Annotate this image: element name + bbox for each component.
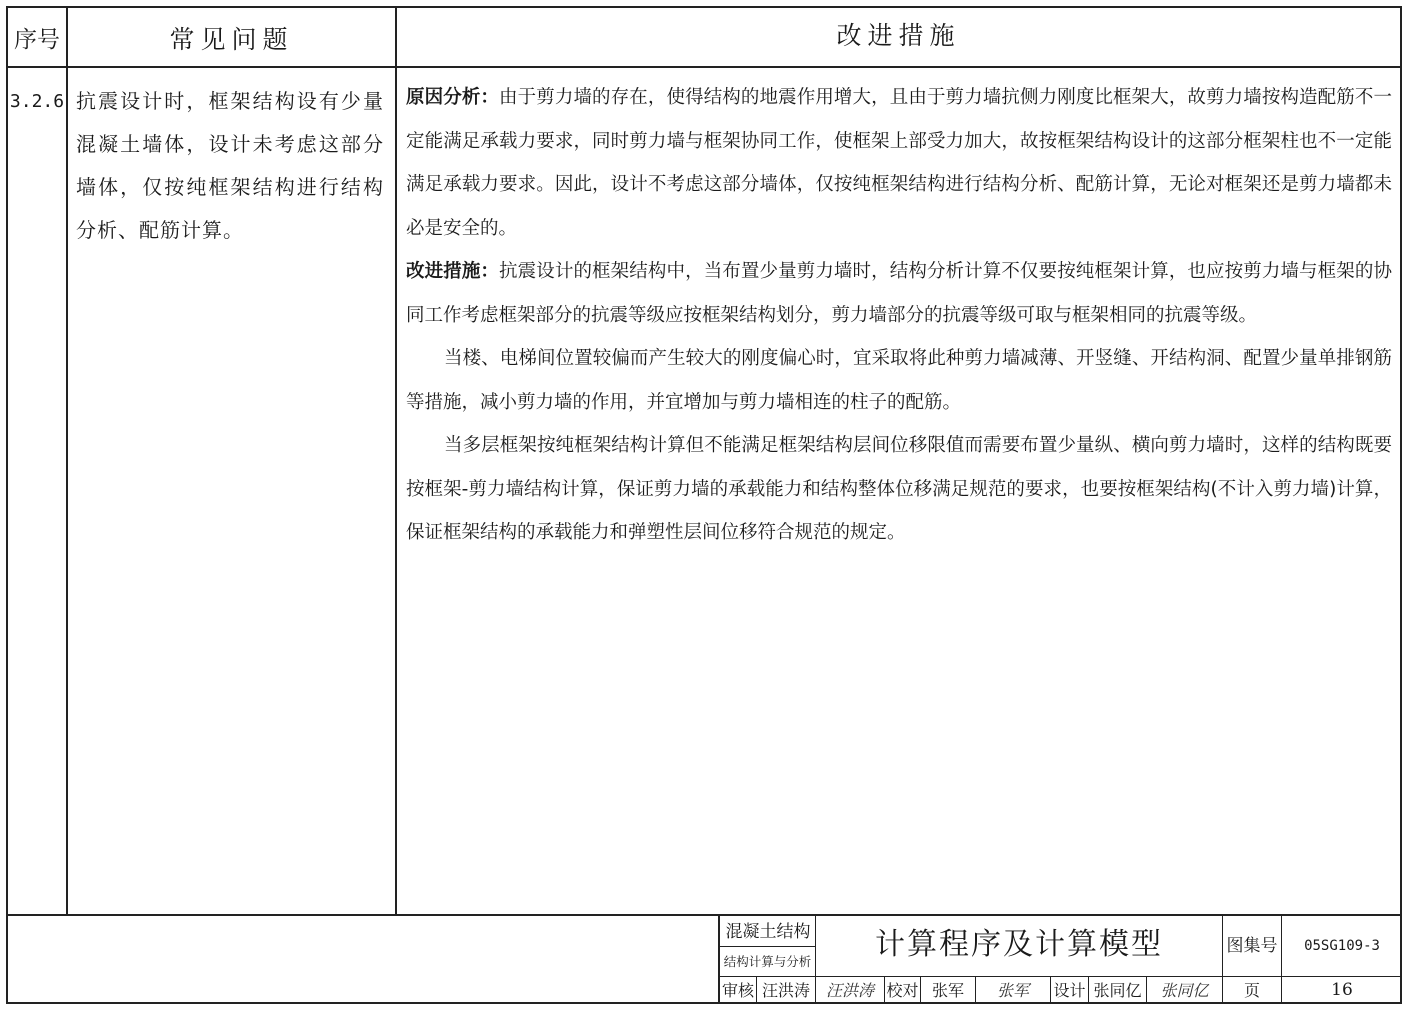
tb-design-label: 设计 [1053, 981, 1086, 1000]
measure-paragraph [406, 250, 1392, 337]
tb-title: 计算程序及计算模型 [875, 927, 1163, 962]
tb-checker: 张军 [931, 981, 964, 1000]
tb-check-label: 校对 [886, 981, 919, 1000]
row-measure-block [406, 76, 1392, 555]
cause-label: 原因分析： [406, 87, 500, 108]
tb-reviewer-signature: 汪洪涛 [825, 981, 874, 1000]
tb-designer: 张同亿 [1093, 981, 1142, 1000]
measure-paragraph-2: 当楼、电梯间位置较偏而产生较大的刚度偏心时，宜采取将此种剪力墙减薄、开竖缝、开结构洞、配置少量单排钢筋等措施，减小剪力墙的作用，并宜增加与剪力墙相连的柱子的配筋。 [406, 348, 1392, 413]
tb-atlas-label: 图集号 [1226, 936, 1278, 956]
measure-paragraph-3: 当多层框架按纯框架结构计算但不能满足框架结构层间位移限值而需要布置少量纵、横向剪力墙时，这样的结构既要按框架-剪力墙结构计算，保证剪力墙的承载能力和结构整体位移满足规范的要求，也要按框架结构(不计入剪力墙)计算，保证框架结构的承载能力和弹塑性层间位移符合规范的规定。 [406, 435, 1392, 543]
header-seq: 序号 [14, 27, 60, 53]
tb-page-number: 16 [1331, 980, 1353, 1000]
cause-text: 由于剪力墙的存在，使得结构的地震作用增大，且由于剪力墙抗侧力刚度比框架大，故剪力墙按构造配筋不一定能满足承载力要求，同时剪力墙与框架协同工作，使框架上部受力加大，故按框架结构设计的这部分框架柱也不一定能满足承载力要求。因此，设计不考虑这部分墙体，仅按纯框架结构进行结构分析、配筋计算，无论对框架还是剪力墙都未必是安全的。 [406, 87, 1392, 239]
tb-atlas-number: 05SG109-3 [1304, 938, 1380, 954]
tb-subcategory: 结构计算与分析 [723, 954, 812, 969]
tb-category: 混凝土结构 [725, 922, 811, 942]
tb-reviewer: 汪洪涛 [761, 981, 810, 1000]
cause-paragraph [406, 76, 1392, 250]
header-divider [6, 66, 1402, 68]
row-issue-text: 抗震设计时，框架结构设有少量混凝土墙体，设计未考虑这部分墙体，仅按纯框架结构进行结构分析、配筋计算。 [76, 89, 384, 242]
tb-checker-signature: 张军 [996, 981, 1029, 1000]
header-issue: 常见问题 [169, 25, 294, 54]
measure-text: 抗震设计的框架结构中，当布置少量剪力墙时，结构分析计算不仅要按纯框架计算，也应按剪力墙与框架的协同工作考虑框架部分的抗震等级应按框架结构划分，剪力墙部分的抗震等级可取与框架相同的抗震等级。 [406, 261, 1392, 326]
tb-designer-signature: 张同亿 [1160, 981, 1209, 1000]
row-seq-number: 3.2.6 [9, 91, 65, 112]
measure-label: 改进措施： [406, 261, 500, 282]
col-divider-2 [395, 6, 397, 916]
tb-review-label: 审核 [721, 981, 754, 1000]
col-divider-1 [66, 6, 68, 916]
header-measure: 改进措施 [836, 21, 961, 50]
tb-page-label: 页 [1243, 981, 1260, 1000]
